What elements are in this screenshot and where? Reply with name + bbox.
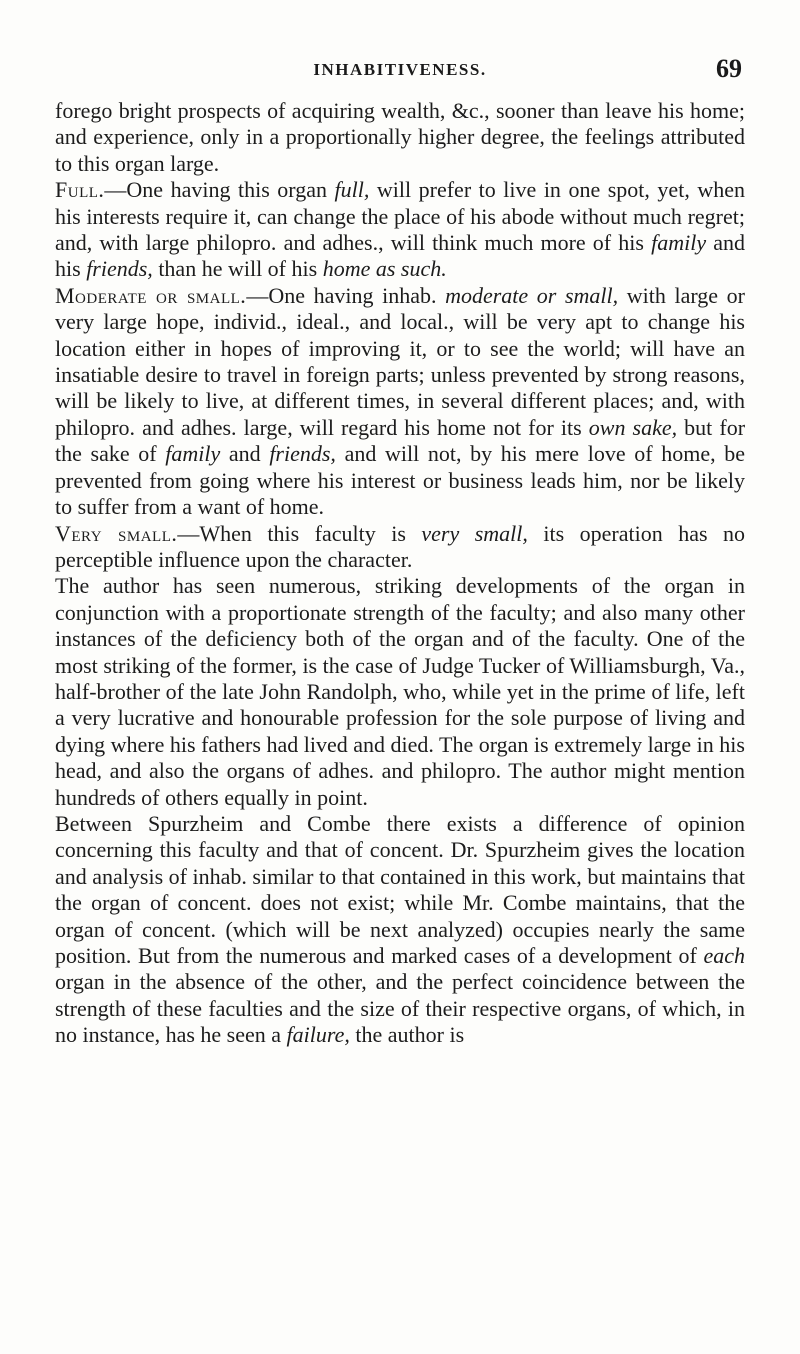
text-run: Between Spurzheim and Combe there exists a difference of opinion concerning this faculty and that of concent. Dr. Spurzheim gives the location and analysis of inhab. similar to that contained in this work, but maintains that the organ of concent. does not exist; while Mr. Combe maintains, that the organ of concent. (which will be next analyzed) occupies nearly the same position. But from the numerous and marked cases of a development of [55,810,745,968]
emphasis-text: very small, [421,520,528,546]
text-run: the author is [349,1022,465,1048]
text-run: its operation has no perceptible influence upon the character. [55,520,745,572]
body-text [55,98,745,1049]
text-run: and his [55,230,746,282]
emphasis-text: full, [334,177,370,203]
emphasis-text: moderate or small, [445,282,619,308]
text-run: —When this faculty is [177,520,422,546]
paragraph [55,177,745,283]
emphasis-text: home as such. [322,256,447,282]
emphasis-text: friends, [86,256,153,282]
text-run: —One having inhab. [246,282,446,308]
page-number: 69 [716,54,742,83]
text-run: and will not, by his mere love of home, be prevented from going where his interest or business leads him, nor be likely to suffer from a want of home. [55,441,746,520]
paragraph [55,283,745,521]
text-run: forego bright prospects of acquiring wealth, &c., sooner than leave his home; and experience, only in a proportionally higher degree, the feelings attributed to this organ large. [55,98,745,176]
text-run: organ in the absence of the other, and the perfect coincidence between the strength of these faculties and the size of their respective organs, of which, in no instance, has he seen a [55,969,745,1048]
text-run: The author has seen numerous, striking developments of the organ in conjunction with a proportionate strength of the faculty; and also many other instances of the deficiency both of the organ and of the faculty. One of the most striking of the former, is the case of Judge Tucker of Williamsburgh, Va., half-brother of the late John Randolph, who, while yet in the prime of life, left a very lucrative and honourable profession for the sole purpose of living and dying where his fathers had lived and died. The organ is extremely large in his head, and also the organs of adhes. and philopro. The author might mention hundreds of others equally in point. [55,573,745,810]
running-head [0,54,800,90]
text-run: will prefer to live in one spot, yet, when his interests require it, can change the place of his abode without much regret; and, with large philopro. and adhes., will think much more of his [55,177,745,256]
paragraph [55,573,745,811]
section-label: Full. [55,177,105,203]
paragraph [55,521,745,574]
text-run: with large or very large hope, individ., ideal., and local., will be very apt to change his location either in hopes of improving it, or to see the world; will have an insatiable desire to travel in foreign parts; unless prevented by strong reasons, will be likely to live, at different times, in several different places; and, with philopro. and adhes. large, will regard his home not for its [55,282,746,440]
emphasis-text: family [651,230,707,256]
text-run: but for the sake of [55,414,746,467]
text-run: —One having this organ [104,177,335,203]
paragraph [55,98,745,177]
text-run: than he will of his [152,256,323,282]
emphasis-text: each [703,943,745,968]
section-label: Very small. [55,520,178,546]
emphasis-text: own sake, [588,414,678,440]
emphasis-text: failure, [286,1022,350,1048]
running-title: INHABITIVENESS. [313,60,487,79]
text-run: and [220,441,270,467]
emphasis-text: friends, [269,441,336,467]
section-label: Moderate or small. [55,282,247,308]
paragraph [55,811,745,1049]
emphasis-text: family [165,441,221,467]
